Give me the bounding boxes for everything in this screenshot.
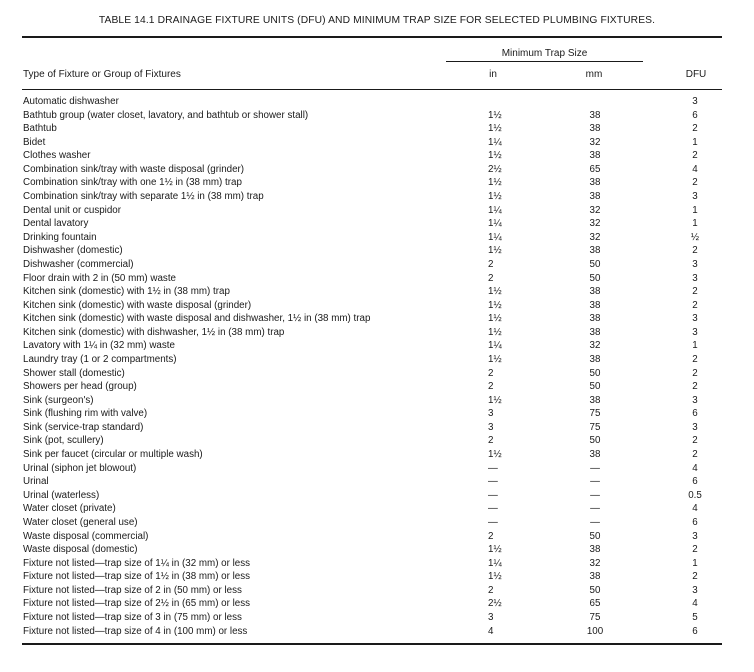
fixture-name-cell: Waste disposal (domestic) [23,544,138,556]
fixture-name-cell: Kitchen sink (domestic) with waste disposal and dishwasher, 1½ in (38 mm) trap [23,313,371,325]
table-row [0,258,754,272]
trap-size-in-cell: 1½ [488,299,502,311]
table-row [0,190,754,204]
dfu-cell: 4 [692,163,698,175]
fixture-name-cell: Dental lavatory [23,218,89,230]
trap-size-in-cell: 2 [488,258,494,270]
trap-size-mm-cell: 50 [589,584,601,596]
table-row [0,516,754,530]
trap-size-in-cell: — [488,462,498,474]
fixture-name-cell: Floor drain with 2 in (50 mm) waste [23,272,176,284]
dfu-cell: 2 [692,245,698,257]
dfu-cell: 3 [692,313,698,325]
trap-size-in-cell: 1½ [488,191,502,203]
table-row [0,217,754,231]
dfu-cell: 2 [692,123,698,135]
trap-size-mm-cell: 50 [589,530,601,542]
dfu-column-header: DFU [685,69,707,80]
trap-size-in-cell: 1¼ [488,136,502,148]
trap-size-mm-cell: 38 [589,571,601,583]
trap-size-in-cell: 1½ [488,394,502,406]
trap-size-mm-cell: — [590,462,600,474]
dfu-cell: 2 [692,353,698,365]
mm-column-header: mm [585,69,603,80]
trap-size-mm-cell: 32 [589,204,601,216]
dfu-cell: 3 [692,258,698,270]
trap-size-in-cell: 1½ [488,177,502,189]
fixture-name-cell: Dental unit or cuspidor [23,204,122,216]
table-row [0,557,754,571]
fixture-name-cell: Drinking fountain [23,231,97,243]
dfu-cell: 2 [692,286,698,298]
table-row [0,421,754,435]
table-row [0,448,754,462]
fixture-name-cell: Kitchen sink (domestic) with waste disposal (grinder) [23,299,252,311]
trap-size-in-cell: — [488,503,498,515]
table-row [0,367,754,381]
dfu-cell: 3 [692,584,698,596]
dfu-cell: 2 [692,150,698,162]
trap-size-in-cell: — [488,476,498,488]
trap-size-mm-cell: 50 [589,367,601,379]
trap-size-in-cell: 1½ [488,326,502,338]
top-rule [22,36,722,38]
trap-size-in-cell: 2 [488,272,494,284]
fixture-name-cell: Fixture not listed—trap size of 2 in (50 mm) or less [23,584,242,596]
trap-size-in-cell: 2 [488,530,494,542]
table-row [0,149,754,163]
fixture-name-cell: Urinal [23,476,49,488]
dfu-cell: 6 [692,516,698,528]
trap-size-mm-cell: 32 [589,557,601,569]
table-row [0,109,754,123]
dfu-cell: 3 [692,394,698,406]
fixture-name-cell: Showers per head (group) [23,381,137,393]
table-row [0,272,754,286]
trap-size-mm-cell: 50 [589,381,601,393]
trap-size-mm-cell: 38 [589,394,601,406]
trap-size-mm-cell: 65 [589,163,601,175]
table-row [0,530,754,544]
fixture-name-cell: Combination sink/tray with one 1½ in (38 mm) trap [23,177,242,189]
fixture-name-cell: Bathtub [23,123,57,135]
table-row [0,611,754,625]
dfu-cell: 3 [692,96,698,107]
fixture-name-cell: Fixture not listed—trap size of 1¼ in (32 mm) or less [23,557,251,569]
fixture-name-cell: Urinal (siphon jet blowout) [23,462,137,474]
fixture-name-cell: Fixture not listed—trap size of 2½ in (65 mm) or less [23,598,251,610]
fixture-name-cell: Dishwasher (commercial) [23,258,134,270]
trap-size-mm-cell: 75 [589,408,601,420]
trap-size-mm-cell: 65 [589,598,601,610]
inch-column-header: in [489,69,497,80]
dfu-cell: 3 [692,272,698,284]
table-row [0,312,754,326]
trap-size-mm-cell: — [590,489,600,501]
trap-size-in-cell: 1½ [488,150,502,162]
trap-size-group-header: Minimum Trap Size [501,48,588,59]
dfu-cell: 2 [692,449,698,461]
dfu-cell: 3 [692,191,698,203]
dfu-cell: 6 [692,109,698,121]
table-row [0,394,754,408]
trap-size-in-cell: 1½ [488,313,502,325]
fixture-name-cell: Fixture not listed—trap size of 3 in (75 mm) or less [23,611,242,623]
trap-size-in-cell: 4 [488,625,494,637]
trap-size-mm-cell: 75 [589,421,601,433]
fixture-name-cell: Water closet (general use) [23,516,138,528]
trap-size-mm-cell: 38 [589,544,601,556]
trap-size-mm-cell: 32 [589,340,601,352]
table-row [0,244,754,258]
table-row [0,231,754,245]
fixture-name-cell: Fixture not listed—trap size of 1½ in (38 mm) or less [23,571,251,583]
trap-size-in-cell: 1½ [488,286,502,298]
trap-size-mm-cell: 50 [589,435,601,447]
trap-size-in-cell: 1¼ [488,340,502,352]
fixture-name-cell: Combination sink/tray with waste disposal (grinder) [23,163,245,175]
fixture-name-cell: Urinal (waterless) [23,489,100,501]
dfu-cell: 4 [692,598,698,610]
trap-size-mm-cell: 38 [589,313,601,325]
table-row [0,625,754,639]
table-row [0,407,754,421]
trap-size-in-cell: 1½ [488,544,502,556]
trap-size-in-cell: 1½ [488,353,502,365]
trap-size-in-cell: 2½ [488,163,502,175]
trap-size-in-cell: 2 [488,367,494,379]
dfu-cell: 1 [692,218,698,230]
trap-size-group-rule [446,61,643,62]
trap-size-in-cell: 2 [488,435,494,447]
trap-size-mm-cell: 38 [589,353,601,365]
table-row [0,570,754,584]
trap-size-in-cell: 1½ [488,571,502,583]
trap-size-in-cell: 1½ [488,245,502,257]
dfu-cell: 3 [692,421,698,433]
fixture-name-cell: Sink (service-trap standard) [23,421,144,433]
dfu-cell: 2 [692,367,698,379]
fixture-name-cell: Shower stall (domestic) [23,367,125,379]
dfu-cell: 5 [692,611,698,623]
dfu-cell: 2 [692,381,698,393]
trap-size-mm-cell: 32 [589,231,601,243]
trap-size-in-cell: 1½ [488,109,502,121]
trap-size-mm-cell: 38 [589,299,601,311]
dfu-cell: 2 [692,571,698,583]
fixture-name-cell: Sink (surgeon's) [23,394,94,406]
fixture-name-cell: Kitchen sink (domestic) with dishwasher, 1½ in (38 mm) trap [23,326,285,338]
header-rule [22,89,722,90]
table-body [0,95,754,638]
dfu-cell: 6 [692,625,698,637]
table-row [0,122,754,136]
table-row [0,204,754,218]
bottom-rule [22,643,722,645]
trap-size-in-cell: — [488,489,498,501]
trap-size-in-cell: 3 [488,408,494,420]
dfu-cell: 2 [692,544,698,556]
dfu-cell: ½ [690,231,700,243]
dfu-cell: 2 [692,435,698,447]
table-row [0,163,754,177]
dfu-cell: 0.5 [688,489,702,501]
table-row [0,597,754,611]
fixture-name-cell: Clothes washer [23,150,91,162]
trap-size-in-cell: 1¼ [488,218,502,230]
trap-size-mm-cell: 32 [589,218,601,230]
fixture-name-cell: Laundry tray (1 or 2 compartments) [23,353,177,365]
trap-size-mm-cell: 38 [589,191,601,203]
table-row [0,462,754,476]
dfu-cell: 3 [692,326,698,338]
table-row [0,176,754,190]
table-row [0,136,754,150]
trap-size-mm-cell: 75 [589,611,601,623]
dfu-cell: 2 [692,299,698,311]
fixture-name-cell: Sink per faucet (circular or multiple wash) [23,449,203,461]
trap-size-mm-cell: — [590,503,600,515]
fixture-name-cell: Sink (pot, scullery) [23,435,104,447]
trap-size-mm-cell: 38 [589,286,601,298]
table-row [0,380,754,394]
trap-size-mm-cell: 38 [589,177,601,189]
dfu-cell: 4 [692,503,698,515]
trap-size-mm-cell: — [590,516,600,528]
dfu-cell: 1 [692,340,698,352]
trap-size-mm-cell: 38 [589,123,601,135]
dfu-cell: 3 [692,530,698,542]
fixture-name-cell: Lavatory with 1¼ in (32 mm) waste [23,340,175,352]
trap-size-in-cell: 1¼ [488,204,502,216]
fixture-name-cell: Dishwasher (domestic) [23,245,123,257]
trap-size-mm-cell: 38 [589,109,601,121]
table-row [0,475,754,489]
dfu-cell: 4 [692,462,698,474]
trap-size-mm-cell: 32 [589,136,601,148]
trap-size-mm-cell: 100 [586,625,604,637]
dfu-cell: 1 [692,136,698,148]
fixture-name-cell: Fixture not listed—trap size of 4 in (100 mm) or less [23,625,248,637]
fixture-name-cell: Kitchen sink (domestic) with 1½ in (38 mm) trap [23,286,230,298]
trap-size-in-cell: 3 [488,421,494,433]
trap-size-in-cell: 1½ [488,123,502,135]
trap-size-mm-cell: 50 [589,272,601,284]
fixture-name-cell: Waste disposal (commercial) [23,530,149,542]
trap-size-mm-cell: 50 [589,258,601,270]
trap-size-in-cell: 3 [488,611,494,623]
dfu-cell: 1 [692,557,698,569]
table-row [0,326,754,340]
table-row [0,584,754,598]
table-title: TABLE 14.1 DRAINAGE FIXTURE UNITS (DFU) AND MINIMUM TRAP SIZE FOR SELECTED PLUMBING FIXTURES. [98,15,656,26]
trap-size-in-cell: 2 [488,584,494,596]
dfu-cell: 6 [692,408,698,420]
trap-size-mm-cell: 38 [589,449,601,461]
fixture-name-cell: Sink (flushing rim with valve) [23,408,148,420]
trap-size-in-cell: 2 [488,381,494,393]
table-row [0,95,754,109]
trap-size-mm-cell: 38 [589,150,601,162]
dfu-cell: 2 [692,177,698,189]
table-row [0,353,754,367]
table-row [0,434,754,448]
dfu-cell: 6 [692,476,698,488]
trap-size-in-cell: 1¼ [488,557,502,569]
table-row [0,502,754,516]
trap-size-in-cell: 2½ [488,598,502,610]
fixture-name-cell: Automatic dishwasher [23,96,119,107]
fixture-name-cell: Water closet (private) [23,503,116,515]
fixture-name-cell: Combination sink/tray with separate 1½ in (38 mm) trap [23,191,264,203]
trap-size-mm-cell: 38 [589,245,601,257]
table-row [0,299,754,313]
trap-size-in-cell: 1½ [488,449,502,461]
trap-size-mm-cell: — [590,476,600,488]
trap-size-in-cell: 1¼ [488,231,502,243]
fixture-column-header: Type of Fixture or Group of Fixtures [23,69,181,80]
trap-size-mm-cell: 38 [589,326,601,338]
table-row [0,489,754,503]
trap-size-in-cell: — [488,516,498,528]
table-row [0,543,754,557]
table-row [0,285,754,299]
dfu-cell: 1 [692,204,698,216]
fixture-name-cell: Bathtub group (water closet, lavatory, and bathtub or shower stall) [23,109,309,121]
fixture-name-cell: Bidet [23,136,46,148]
table-row [0,339,754,353]
